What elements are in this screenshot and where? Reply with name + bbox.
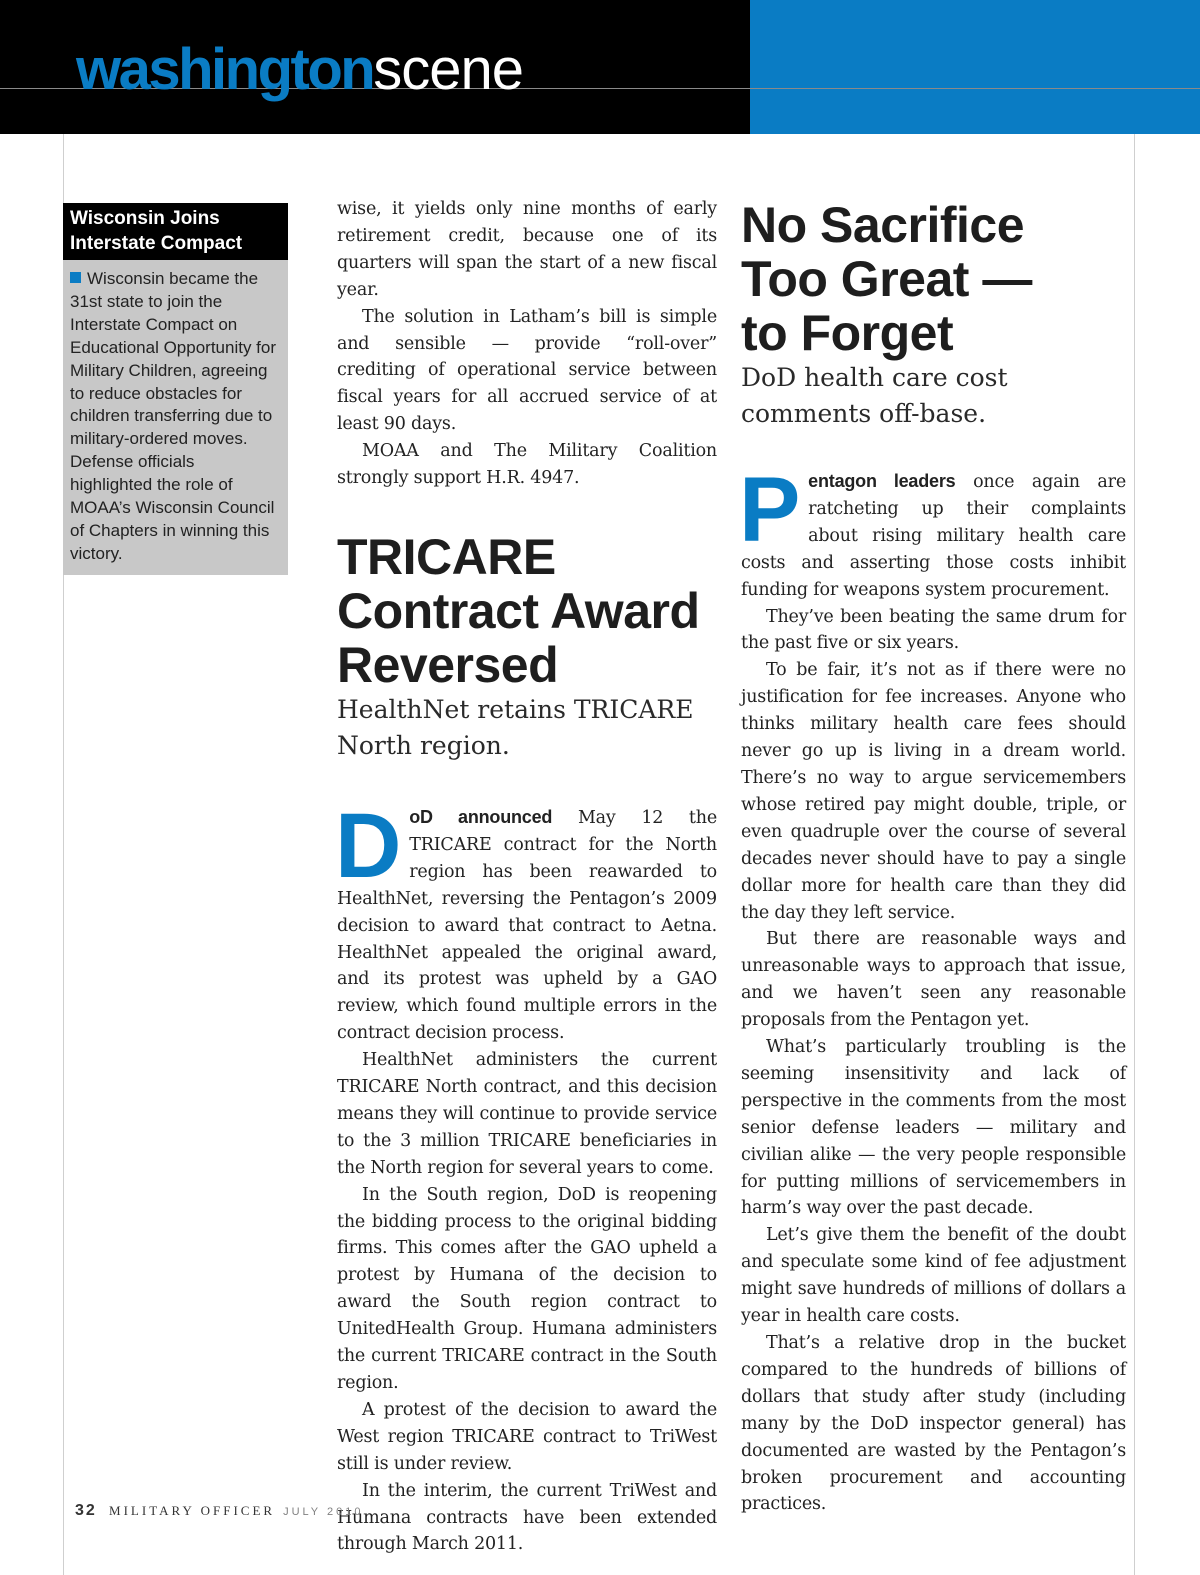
page-footer	[75, 1502, 363, 1520]
sidebar-body-text: Wisconsin became the 31st state to join the Interstate Compact on Educational Opportunity for Military Children, agreeing to reduce obstacles for children transferring due to military-ordered moves. Defense officials highlighted the role of MOAA’s Wisconsin Council of Chapters in winning this victory.	[70, 269, 277, 563]
continued-paragraph: MOAA and The Military Coalition strongly support H.R. 4947.	[337, 441, 717, 489]
tricare-headline-line3: Reversed	[337, 636, 559, 693]
tricare-deck: HealthNet retains TRICARE North region.	[337, 694, 694, 760]
article-paragraph: What’s particularly troubling is the seeming insensitivity and lack of perspective in the comments from the most senior defense leaders — military and civilian alike — the very people responsible for putting millions of servicemembers in harm’s way over the past decade.	[741, 1037, 1126, 1219]
article-paragraph: That’s a relative drop in the bucket compared to the hundreds of billions of dollars that study after study (including many by the DoD inspector general) has documented are wasted by the Pentagon’s broken procurement and accounting practices.	[741, 1333, 1126, 1515]
column-right	[741, 196, 1126, 1518]
publication-name: MILITARY OFFICER	[109, 1503, 276, 1518]
bullet-square-icon	[70, 272, 81, 283]
article-paragraph: They’ve been beating the same drum for the past five or six years.	[741, 606, 1126, 654]
sacrifice-first-paragraph	[739, 459, 1126, 604]
tricare-first-paragraph	[335, 794, 717, 1047]
tricare-article-body	[335, 794, 717, 1558]
drop-cap-d: D	[335, 794, 402, 897]
tricare-headline	[337, 530, 717, 692]
lead-in: oD announced	[409, 806, 553, 827]
article-paragraph: A protest of the decision to award the West region TRICARE contract to TriWest still is under review.	[337, 1399, 717, 1474]
continued-paragraph: wise, it yields only nine months of early retirement credit, because one of its quarters will span the start of a new fiscal year.	[337, 199, 717, 300]
sacrifice-headline-line3: to Forget	[741, 305, 954, 361]
sacrifice-article-body	[739, 459, 1126, 1518]
article-paragraph: In the interim, the current TriWest and Humana contracts have been extended through March 2011.	[337, 1480, 717, 1555]
article-paragraph: Let’s give them the benefit of the doubt and speculate some kind of fee adjustment might save hundreds of millions of dollars a year in health care costs.	[741, 1225, 1126, 1327]
tricare-headline-line2: Contract Award	[337, 582, 700, 639]
sacrifice-headline-line1: No Sacrifice	[741, 197, 1025, 253]
sacrifice-headline	[741, 198, 1126, 360]
tricare-headline-line1: TRICARE	[337, 528, 556, 585]
section-title	[76, 30, 523, 110]
page-number: 32	[75, 1502, 97, 1519]
continued-paragraph: The solution in Latham’s bill is simple and sensible — provide “roll-over” crediting of operational service between fiscal years for all accrued service of at least 90 days.	[337, 306, 717, 435]
lead-in: entagon leaders	[808, 471, 956, 491]
article-paragraph: To be fair, it’s not as if there were no justification for fee increases. Anyone who thinks military health care fees should never go up is living in a dream world. There’s no way to argue servicemembers whose retired pay might double, triple, or even quadruple over the course of several decades never should have to pay a single dollar more for health care than they did the day they left service.	[741, 660, 1126, 923]
first-paragraph-text: May 12 the TRICARE contract for the North region has been reawarded to HealthNet, reversing the Pentagon’s 2009 decision to award that contract to Aetna. HealthNet appealed the original award, and its protest was upheld by a GAO review, which found multiple errors in the contract decision process.	[337, 807, 717, 1044]
sacrifice-headline-line2: Too Great —	[741, 251, 1032, 307]
section-title-part2: scene	[373, 37, 523, 102]
issue-date: JULY 2010	[283, 1506, 364, 1518]
article-paragraph: HealthNet administers the current TRICARE North contract, and this decision means they will continue to provide service to the 3 million TRICARE beneficiaries in the North region for several years to come.	[337, 1050, 717, 1178]
sidebar-body	[63, 260, 288, 566]
sacrifice-deck: DoD health care cost comments off-base.	[741, 363, 1008, 428]
first-paragraph-text: once again are ratcheting up their complaints about rising military health care costs and asserting those costs inhibit funding for weapons system procurement.	[741, 472, 1126, 600]
sidebar-heading-line2: Interstate Compact	[70, 233, 243, 254]
sidebar-news-brief	[63, 203, 288, 575]
column-middle	[337, 196, 717, 1558]
sidebar-heading-line1: Wisconsin Joins	[70, 208, 220, 229]
sidebar-heading	[63, 203, 288, 260]
section-title-part1: washington	[76, 37, 374, 102]
masthead-blue-band	[750, 0, 1200, 134]
article-paragraph: But there are reasonable ways and unreasonable ways to approach that issue, and we haven’t seen any reasonable proposals from the Pentagon yet.	[741, 929, 1126, 1031]
article-paragraph: In the South region, DoD is reopening the bidding process to the original bidding firms. This comes after the GAO upheld a protest by Humana of the decision to award the South region contract to UnitedHealth Group. Humana administers the current TRICARE contract in the South region.	[337, 1184, 717, 1393]
drop-cap-p: P	[739, 459, 801, 561]
page-right-rule	[1134, 134, 1135, 1575]
